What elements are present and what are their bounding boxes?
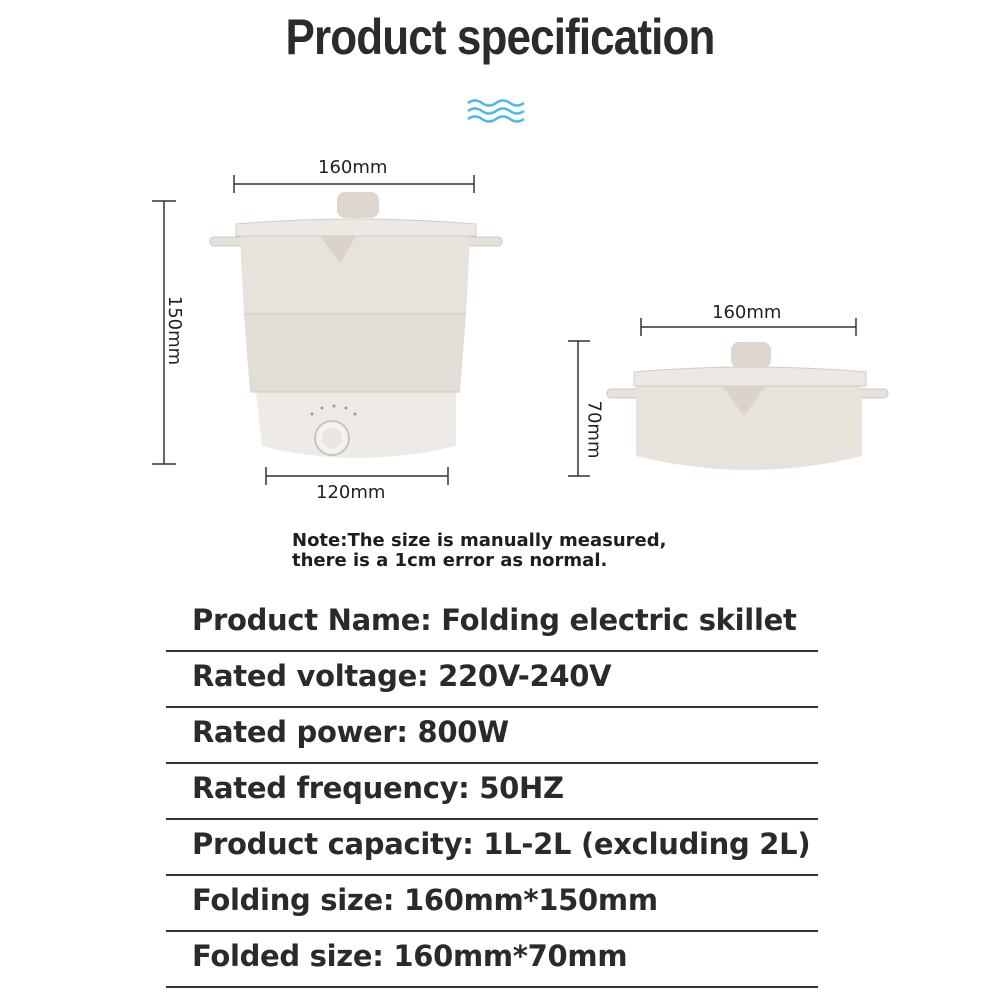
spec-rated-power: Rated power: 800W [166,708,818,764]
spec-rated-voltage: Rated voltage: 220V-240V [166,652,818,708]
page-title: Product specification [285,9,715,65]
spec-folded-size: Folded size: 160mm*70mm [166,932,818,988]
unfolded-bottom-width-label: 120mm [316,482,386,503]
unfolded-pot [210,192,502,458]
spec-list [166,596,818,988]
measurement-note [292,531,666,571]
unfolded-height-label: 150mm [164,295,186,366]
spec-rated-frequency: Rated frequency: 50HZ [166,764,818,820]
note-line-2: there is a 1cm error as normal. [292,550,608,571]
note-line-1: Note:The size is manually measured, [292,530,667,551]
unfolded-top-width-label: 160mm [318,157,388,178]
folded-pot [607,342,888,470]
folded-height-label: 70mm [583,400,605,459]
spec-product-name: Product Name: Folding electric skillet [166,596,818,652]
folded-top-width-label: 160mm [712,302,782,323]
spec-folding-size: Folding size: 160mm*150mm [166,876,818,932]
spec-product-capacity: Product capacity: 1L-2L (excluding 2L) [166,820,818,876]
